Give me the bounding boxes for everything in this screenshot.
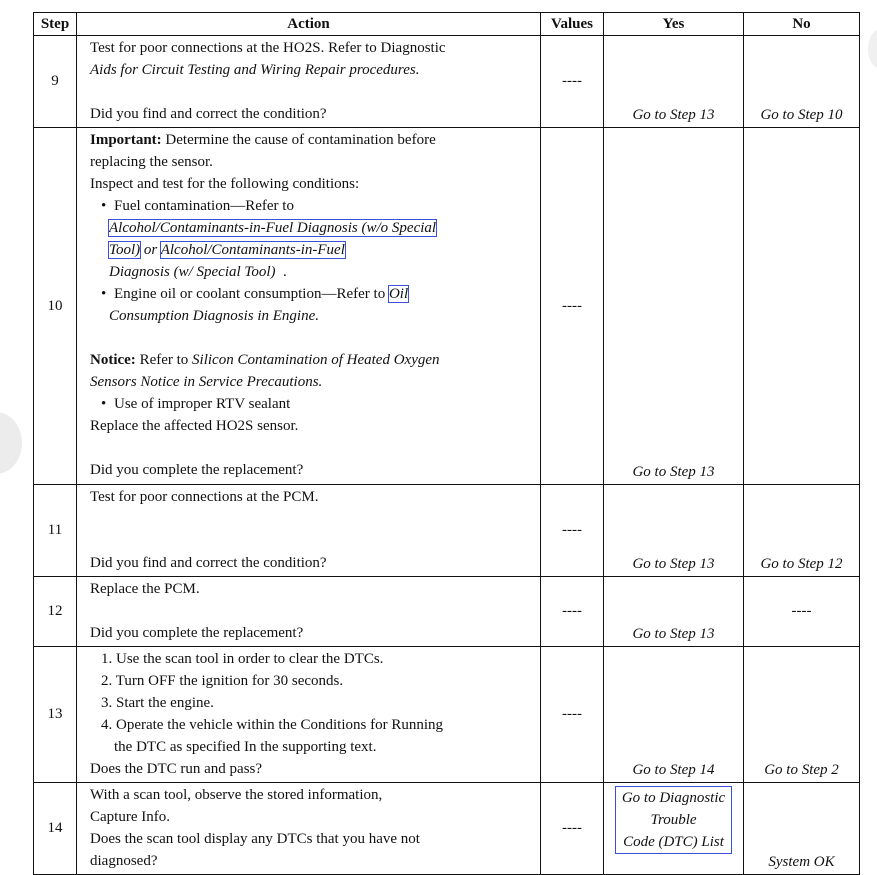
header-yes: Yes <box>604 13 744 36</box>
no-link[interactable]: Go to Step 2 <box>764 762 839 778</box>
action-cell: Replace the PCM. Did you complete the replacement? <box>77 577 541 647</box>
no-cell <box>744 128 860 485</box>
yes-link[interactable]: Go to Step 13 <box>632 626 715 642</box>
values-cell: ---- <box>541 485 604 577</box>
values-cell: ---- <box>541 36 604 128</box>
background-blob <box>868 30 877 68</box>
header-values: Values <box>541 13 604 36</box>
step-number: 13 <box>34 647 77 783</box>
action-cell: Test for poor connections at the PCM. Did you find and correct the condition? <box>77 485 541 577</box>
action-question: diagnosed? <box>90 853 158 869</box>
oil-consumption-link[interactable]: Oil <box>388 286 409 302</box>
action-question: Did you find and correct the condition? <box>90 106 327 122</box>
table-row <box>34 128 860 485</box>
notice-label: Notice: <box>90 352 136 368</box>
table-row <box>34 577 860 647</box>
values-cell: ---- <box>541 128 604 485</box>
action-question: Did you complete the replacement? <box>90 462 304 478</box>
bullet-item: • Use of improper RTV sealant <box>90 393 536 415</box>
header-no: No <box>744 13 860 36</box>
oil-consumption-link[interactable]: Consumption Diagnosis in Engine. <box>109 308 320 324</box>
background-blob <box>0 412 22 474</box>
fuel-diagnosis-special-tool-link[interactable]: Diagnosis (w/ Special Tool) <box>109 264 276 280</box>
action-cell: With a scan tool, observe the stored information, Capture Info. Does the scan tool display any DTCs that you have not diagnosed? <box>77 783 541 875</box>
action-question: Did you find and correct the condition? <box>90 555 327 571</box>
table-row <box>34 783 860 875</box>
action-cell <box>77 36 541 128</box>
values-cell: ---- <box>541 647 604 783</box>
values-cell: ---- <box>541 783 604 875</box>
step-number: 10 <box>34 128 77 485</box>
diagnostic-table <box>33 12 860 875</box>
yes-link[interactable]: Go to Step 14 <box>632 762 715 778</box>
bullet-item: • Engine oil or coolant consumption—Refer to Oil <box>90 283 536 305</box>
table-row <box>34 485 860 577</box>
step-number: 11 <box>34 485 77 577</box>
step-number: 9 <box>34 36 77 128</box>
bullet-item: • Fuel contamination—Refer to <box>90 195 536 217</box>
fuel-diagnosis-link[interactable]: Tool) <box>109 242 141 258</box>
reference-text: Aids for Circuit Testing and Wiring Repair procedures. <box>90 62 420 78</box>
values-cell: ---- <box>541 577 604 647</box>
list-item: 2. Turn OFF the ignition for 30 seconds. <box>101 673 344 689</box>
fuel-diagnosis-link[interactable]: Alcohol/Contaminants-in-Fuel Diagnosis (w/o Special <box>109 220 437 236</box>
table-row <box>34 647 860 783</box>
important-label: Important: <box>90 132 162 148</box>
action-question: Does the DTC run and pass? <box>90 761 263 777</box>
step-number: 12 <box>34 577 77 647</box>
yes-link[interactable]: Go to Step 13 <box>632 107 715 123</box>
list-item: 1. Use the scan tool in order to clear the DTCs. <box>101 651 384 667</box>
list-item: 3. Start the engine. <box>101 695 214 711</box>
dtc-list-link[interactable]: Go to Diagnostic Trouble Code (DTC) List <box>615 786 732 854</box>
no-link[interactable]: Go to Step 12 <box>760 556 843 572</box>
header-row <box>34 13 860 36</box>
step-number: 14 <box>34 783 77 875</box>
list-item: 4. Operate the vehicle within the Conditions for Running <box>101 717 444 733</box>
action-cell: Important: Determine the cause of contamination before replacing the sensor. Inspect and test for the following conditions: • Fuel contamination—Refer to Alcohol/Contaminants-in-Fuel Diagnosis (w/o Special Tool) or Alcohol/Contaminants-in-Fuel Diagnosis (w/ Special Tool) . • Engine oil or coolant consumption—Refer to Oil Consumption Diagnosis in Engine. Notice: Refer to Silicon Contamination of Heated Oxygen Sensors Notice in Service Precautions. • Use of improper RTV sealant Replace the affected HO2S sensor. Did you complete the replacement? <box>77 128 541 485</box>
no-link[interactable]: Go to Step 10 <box>760 107 843 123</box>
yes-link[interactable]: Go to Step 13 <box>632 464 715 480</box>
action-cell: 1. Use the scan tool in order to clear the DTCs. 2. Turn OFF the ignition for 30 seconds. 3. Start the engine. 4. Operate the vehicle within the Conditions for Running the DTC as specified In the supporting text. Does the DTC run and pass? <box>77 647 541 783</box>
fuel-diagnosis-special-tool-link[interactable]: Alcohol/Contaminants-in-Fuel <box>160 242 345 258</box>
table-row <box>34 36 860 128</box>
header-step: Step <box>34 13 77 36</box>
action-text: Test for poor connections at the HO2S. Refer to Diagnostic <box>90 40 446 56</box>
system-ok-text: System OK <box>768 854 835 870</box>
no-cell: ---- <box>744 577 860 647</box>
header-action: Action <box>77 13 541 36</box>
action-question: Did you complete the replacement? <box>90 625 304 641</box>
yes-link[interactable]: Go to Step 13 <box>632 556 715 572</box>
